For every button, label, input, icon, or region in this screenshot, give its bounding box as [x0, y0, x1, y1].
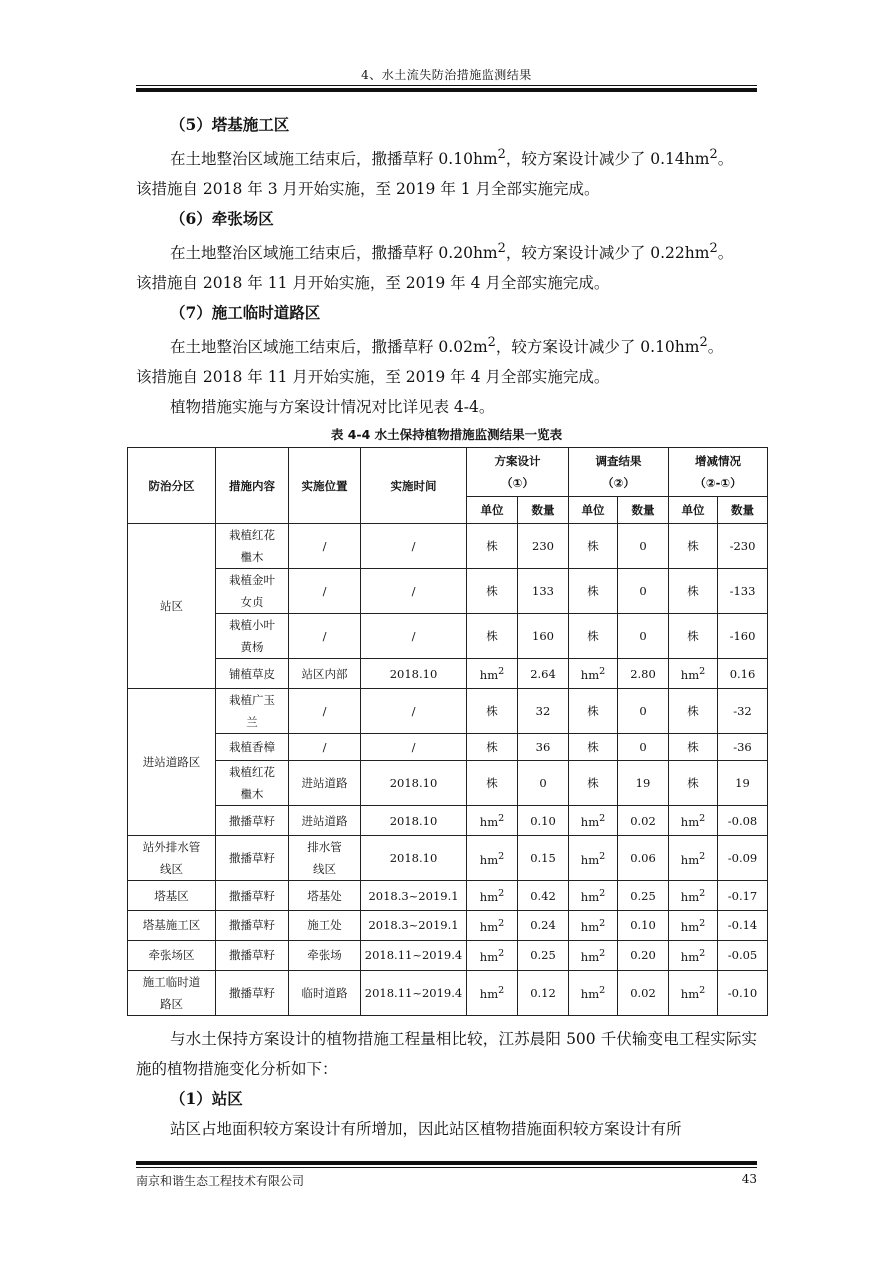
- design-unit-cell: 株: [467, 734, 518, 761]
- design-qty-cell: 0.42: [518, 881, 569, 911]
- table-row: [128, 569, 768, 614]
- survey-qty-cell: 0: [618, 569, 669, 614]
- section-5-paragraph: 在土地整治区域施工结束后，撒播草籽 $0.10hm^2$，较方案设计减少了 $0.14hm^2$。: [170, 147, 734, 169]
- change-qty-cell: 0.16: [718, 659, 768, 689]
- time-cell: /: [361, 524, 467, 569]
- measure-cell: 撒播草籽: [216, 881, 289, 911]
- header-unit: 单位: [669, 497, 718, 524]
- header-rule-thin: [136, 85, 757, 86]
- change-unit-cell: 株: [669, 614, 718, 659]
- running-header: 4、水土流失防治措施监测结果: [361, 68, 532, 82]
- zone-cell: 牵张场区: [128, 940, 216, 970]
- design-qty-cell: 0: [518, 761, 569, 806]
- design-qty-cell: 0.15: [518, 836, 569, 881]
- section-heading-1: （1）站区: [170, 1088, 243, 1108]
- table-row: [128, 524, 768, 569]
- section-6-paragraph: 在土地整治区域施工结束后，撒播草籽 $0.20hm^2$，较方案设计减少了 $0.22hm^2$。: [170, 241, 734, 263]
- section-heading-6: （6）牵张场区: [170, 209, 274, 229]
- analysis-section: [136, 1024, 757, 1144]
- design-qty-cell: 133: [518, 569, 569, 614]
- change-unit-cell: $hm^2$: [669, 940, 718, 970]
- section-heading-7: （7）施工临时道路区: [170, 303, 321, 323]
- section-6-schedule: 该措施自 2018 年 11 月开始实施，至 2019 年 4 月全部实施完成。: [136, 274, 610, 293]
- change-qty-cell: -0.05: [718, 940, 768, 970]
- header-rule-thick: [136, 88, 757, 92]
- survey-unit-cell: 株: [569, 524, 618, 569]
- change-qty-cell: -0.14: [718, 910, 768, 940]
- header-unit: 单位: [467, 497, 518, 524]
- survey-unit-cell: 株: [569, 569, 618, 614]
- measure-cell: 栽植红花檵木: [216, 761, 289, 806]
- section-5-schedule: 该措施自 2018 年 3 月开始实施，至 2019 年 1 月全部实施完成。: [136, 180, 600, 199]
- time-cell: 2018.10: [361, 836, 467, 881]
- survey-qty-cell: 0: [618, 614, 669, 659]
- survey-unit-cell: $hm^2$: [569, 970, 618, 1015]
- header-qty: 数量: [618, 497, 669, 524]
- design-qty-cell: 230: [518, 524, 569, 569]
- design-qty-cell: 2.64: [518, 659, 569, 689]
- table-row: [128, 836, 768, 881]
- header-survey: 调查结果 （②）: [569, 448, 669, 497]
- survey-unit-cell: $hm^2$: [569, 910, 618, 940]
- location-cell: 进站道路: [289, 761, 361, 806]
- design-unit-cell: $hm^2$: [467, 836, 518, 881]
- location-cell: 排水管线区: [289, 836, 361, 881]
- measure-cell: 撒播草籽: [216, 806, 289, 836]
- change-unit-cell: 株: [669, 524, 718, 569]
- measure-cell: 撒播草籽: [216, 970, 289, 1015]
- survey-unit-cell: 株: [569, 689, 618, 734]
- change-unit-cell: $hm^2$: [669, 881, 718, 911]
- survey-qty-cell: 0.02: [618, 806, 669, 836]
- design-qty-cell: 32: [518, 689, 569, 734]
- survey-qty-cell: 0.10: [618, 910, 669, 940]
- measure-cell: 栽植红花檵木: [216, 524, 289, 569]
- table-intro: 植物措施实施与方案设计情况对比详见表 4-4。: [170, 398, 495, 417]
- design-unit-cell: $hm^2$: [467, 970, 518, 1015]
- change-unit-cell: 株: [669, 734, 718, 761]
- location-cell: /: [289, 734, 361, 761]
- time-cell: /: [361, 734, 467, 761]
- design-unit-cell: $hm^2$: [467, 881, 518, 911]
- design-qty-cell: 160: [518, 614, 569, 659]
- survey-unit-cell: 株: [569, 734, 618, 761]
- section-7-schedule: 该措施自 2018 年 11 月开始实施，至 2019 年 4 月全部实施完成。: [136, 368, 610, 387]
- change-unit-cell: 株: [669, 761, 718, 806]
- header-time: 实施时间: [361, 448, 467, 524]
- zone-cell: 站区: [128, 524, 216, 689]
- measure-cell: 栽植香樟: [216, 734, 289, 761]
- change-qty-cell: -133: [718, 569, 768, 614]
- time-cell: 2018.11~2019.4: [361, 940, 467, 970]
- survey-unit-cell: 株: [569, 761, 618, 806]
- location-cell: 施工处: [289, 910, 361, 940]
- time-cell: 2018.10: [361, 659, 467, 689]
- section-heading-5: （5）塔基施工区: [170, 115, 290, 134]
- zone-cell: 塔基区: [128, 881, 216, 911]
- survey-qty-cell: 0.02: [618, 970, 669, 1015]
- page-number: 43: [741, 1172, 757, 1186]
- time-cell: /: [361, 569, 467, 614]
- change-unit-cell: $hm^2$: [669, 836, 718, 881]
- survey-qty-cell: 0.06: [618, 836, 669, 881]
- location-cell: /: [289, 524, 361, 569]
- analysis-paragraph: 与水土保持方案设计的植物措施工程量相比较，江苏晨阳 500 千伏输变电工程实际实施的植物措施变化分析如下：: [136, 1029, 757, 1078]
- change-unit-cell: $hm^2$: [669, 970, 718, 1015]
- design-unit-cell: 株: [467, 569, 518, 614]
- location-cell: 进站道路: [289, 806, 361, 836]
- body-content: [136, 110, 757, 1144]
- table-row: [128, 761, 768, 806]
- location-cell: 塔基处: [289, 881, 361, 911]
- table-row: [128, 689, 768, 734]
- survey-qty-cell: 0: [618, 689, 669, 734]
- zone-cell: 塔基施工区: [128, 910, 216, 940]
- header-unit: 单位: [569, 497, 618, 524]
- change-qty-cell: -32: [718, 689, 768, 734]
- survey-qty-cell: 0: [618, 734, 669, 761]
- table-row: [128, 881, 768, 911]
- table-caption: 表 4-4 水土保持植物措施监测结果一览表: [330, 427, 563, 443]
- design-qty-cell: 0.25: [518, 940, 569, 970]
- table-row: [128, 910, 768, 940]
- footer-company: 南京和谐生态工程技术有限公司: [136, 1174, 305, 1188]
- change-qty-cell: -230: [718, 524, 768, 569]
- footer-rule-thick: [136, 1161, 757, 1165]
- design-unit-cell: $hm^2$: [467, 806, 518, 836]
- change-qty-cell: -0.17: [718, 881, 768, 911]
- change-qty-cell: -36: [718, 734, 768, 761]
- table-row: [128, 659, 768, 689]
- design-unit-cell: $hm^2$: [467, 940, 518, 970]
- design-unit-cell: $hm^2$: [467, 910, 518, 940]
- change-qty-cell: -0.10: [718, 970, 768, 1015]
- time-cell: 2018.3~2019.1: [361, 910, 467, 940]
- measure-cell: 栽植广玉兰: [216, 689, 289, 734]
- change-qty-cell: -160: [718, 614, 768, 659]
- table-row: [128, 806, 768, 836]
- section-7-paragraph: 在土地整治区域施工结束后，撒播草籽 $0.02m^2$，较方案设计减少了 $0.10hm^2$。: [170, 335, 724, 357]
- design-unit-cell: $hm^2$: [467, 659, 518, 689]
- measure-cell: 栽植小叶黄杨: [216, 614, 289, 659]
- change-unit-cell: 株: [669, 689, 718, 734]
- survey-unit-cell: 株: [569, 614, 618, 659]
- time-cell: 2018.10: [361, 806, 467, 836]
- table-row: [128, 940, 768, 970]
- header-change: 增减情况 （②-①）: [669, 448, 768, 497]
- time-cell: 2018.3~2019.1: [361, 881, 467, 911]
- header-qty: 数量: [718, 497, 768, 524]
- header-measure: 措施内容: [216, 448, 289, 524]
- survey-qty-cell: 0: [618, 524, 669, 569]
- design-unit-cell: 株: [467, 761, 518, 806]
- header-zone: 防治分区: [128, 448, 216, 524]
- design-unit-cell: 株: [467, 524, 518, 569]
- design-qty-cell: 36: [518, 734, 569, 761]
- time-cell: 2018.10: [361, 761, 467, 806]
- location-cell: 临时道路: [289, 970, 361, 1015]
- survey-unit-cell: $hm^2$: [569, 940, 618, 970]
- location-cell: 牵张场: [289, 940, 361, 970]
- measure-cell: 撒播草籽: [216, 836, 289, 881]
- location-cell: 站区内部: [289, 659, 361, 689]
- design-unit-cell: 株: [467, 689, 518, 734]
- survey-qty-cell: 0.20: [618, 940, 669, 970]
- change-qty-cell: 19: [718, 761, 768, 806]
- location-cell: /: [289, 689, 361, 734]
- survey-qty-cell: 0.25: [618, 881, 669, 911]
- change-unit-cell: $hm^2$: [669, 806, 718, 836]
- time-cell: /: [361, 689, 467, 734]
- time-cell: 2018.11~2019.4: [361, 970, 467, 1015]
- station-paragraph: 站区占地面积较方案设计有所增加，因此站区植物措施面积较方案设计有所: [170, 1119, 682, 1138]
- survey-unit-cell: $hm^2$: [569, 881, 618, 911]
- design-unit-cell: 株: [467, 614, 518, 659]
- footer-rule-thin: [136, 1167, 757, 1168]
- change-unit-cell: $hm^2$: [669, 659, 718, 689]
- location-cell: /: [289, 614, 361, 659]
- location-cell: /: [289, 569, 361, 614]
- measure-cell: 撒播草籽: [216, 940, 289, 970]
- design-qty-cell: 0.10: [518, 806, 569, 836]
- measure-cell: 撒播草籽: [216, 910, 289, 940]
- change-qty-cell: -0.08: [718, 806, 768, 836]
- zone-cell: 施工临时道路区: [128, 970, 216, 1015]
- table-row: [128, 970, 768, 1015]
- table-row: [128, 734, 768, 761]
- survey-qty-cell: 2.80: [618, 659, 669, 689]
- measure-cell: 铺植草皮: [216, 659, 289, 689]
- zone-cell: 站外排水管线区: [128, 836, 216, 881]
- header-qty: 数量: [518, 497, 569, 524]
- table-row: [128, 614, 768, 659]
- change-unit-cell: $hm^2$: [669, 910, 718, 940]
- measure-cell: 栽植金叶女贞: [216, 569, 289, 614]
- design-qty-cell: 0.24: [518, 910, 569, 940]
- design-qty-cell: 0.12: [518, 970, 569, 1015]
- survey-unit-cell: $hm^2$: [569, 659, 618, 689]
- header-design: 方案设计 （①）: [467, 448, 569, 497]
- plant-measures-table: [127, 447, 768, 1015]
- change-qty-cell: -0.09: [718, 836, 768, 881]
- survey-qty-cell: 19: [618, 761, 669, 806]
- change-unit-cell: 株: [669, 569, 718, 614]
- header-location: 实施位置: [289, 448, 361, 524]
- survey-unit-cell: $hm^2$: [569, 836, 618, 881]
- zone-cell: 进站道路区: [128, 689, 216, 836]
- time-cell: /: [361, 614, 467, 659]
- survey-unit-cell: $hm^2$: [569, 806, 618, 836]
